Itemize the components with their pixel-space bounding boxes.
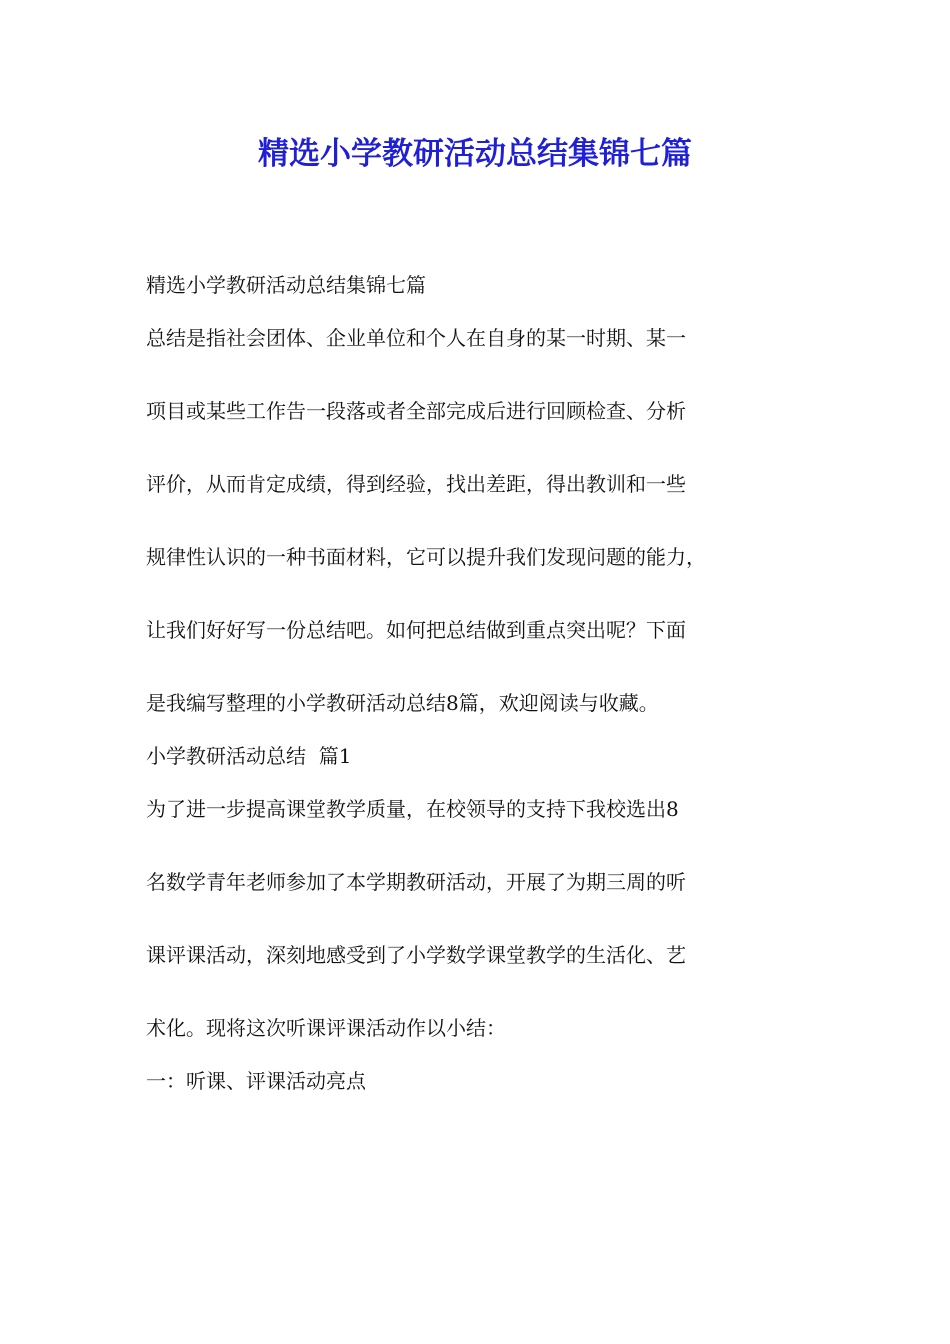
section-heading: 小学教研活动总结 篇1 (146, 744, 352, 768)
subtitle: 精选小学教研活动总结集锦七篇 (146, 273, 426, 297)
subheading: 一：听课、评课活动亮点 (146, 1069, 366, 1093)
intro-line: 规律性认识的一种书面材料，它可以提升我们发现问题的能力， (146, 545, 706, 569)
intro-line: 让我们好好写一份总结吧。如何把总结做到重点突出呢？下面 (146, 618, 686, 642)
section-line: 为了进一步提高课堂教学质量，在校领导的支持下我校选出8 (146, 797, 679, 821)
document-title: 精选小学教研活动总结集锦七篇 (258, 136, 692, 172)
section-line: 名数学青年老师参加了本学期教研活动，开展了为期三周的听 (146, 870, 686, 894)
intro-line: 总结是指社会团体、企业单位和个人在自身的某一时期、某一 (146, 326, 686, 350)
section-line: 术化。现将这次听课评课活动作以小结： (146, 1016, 506, 1040)
intro-line: 项目或某些工作告一段落或者全部完成后进行回顾检查、分析 (146, 399, 686, 423)
section-line: 课评课活动，深刻地感受到了小学数学课堂教学的生活化、艺 (146, 943, 686, 967)
intro-line: 是我编写整理的小学教研活动总结8篇，欢迎阅读与收藏。 (146, 691, 659, 715)
document-body (146, 265, 826, 1101)
intro-line: 评价，从而肯定成绩，得到经验，找出差距，得出教训和一些 (146, 472, 686, 496)
